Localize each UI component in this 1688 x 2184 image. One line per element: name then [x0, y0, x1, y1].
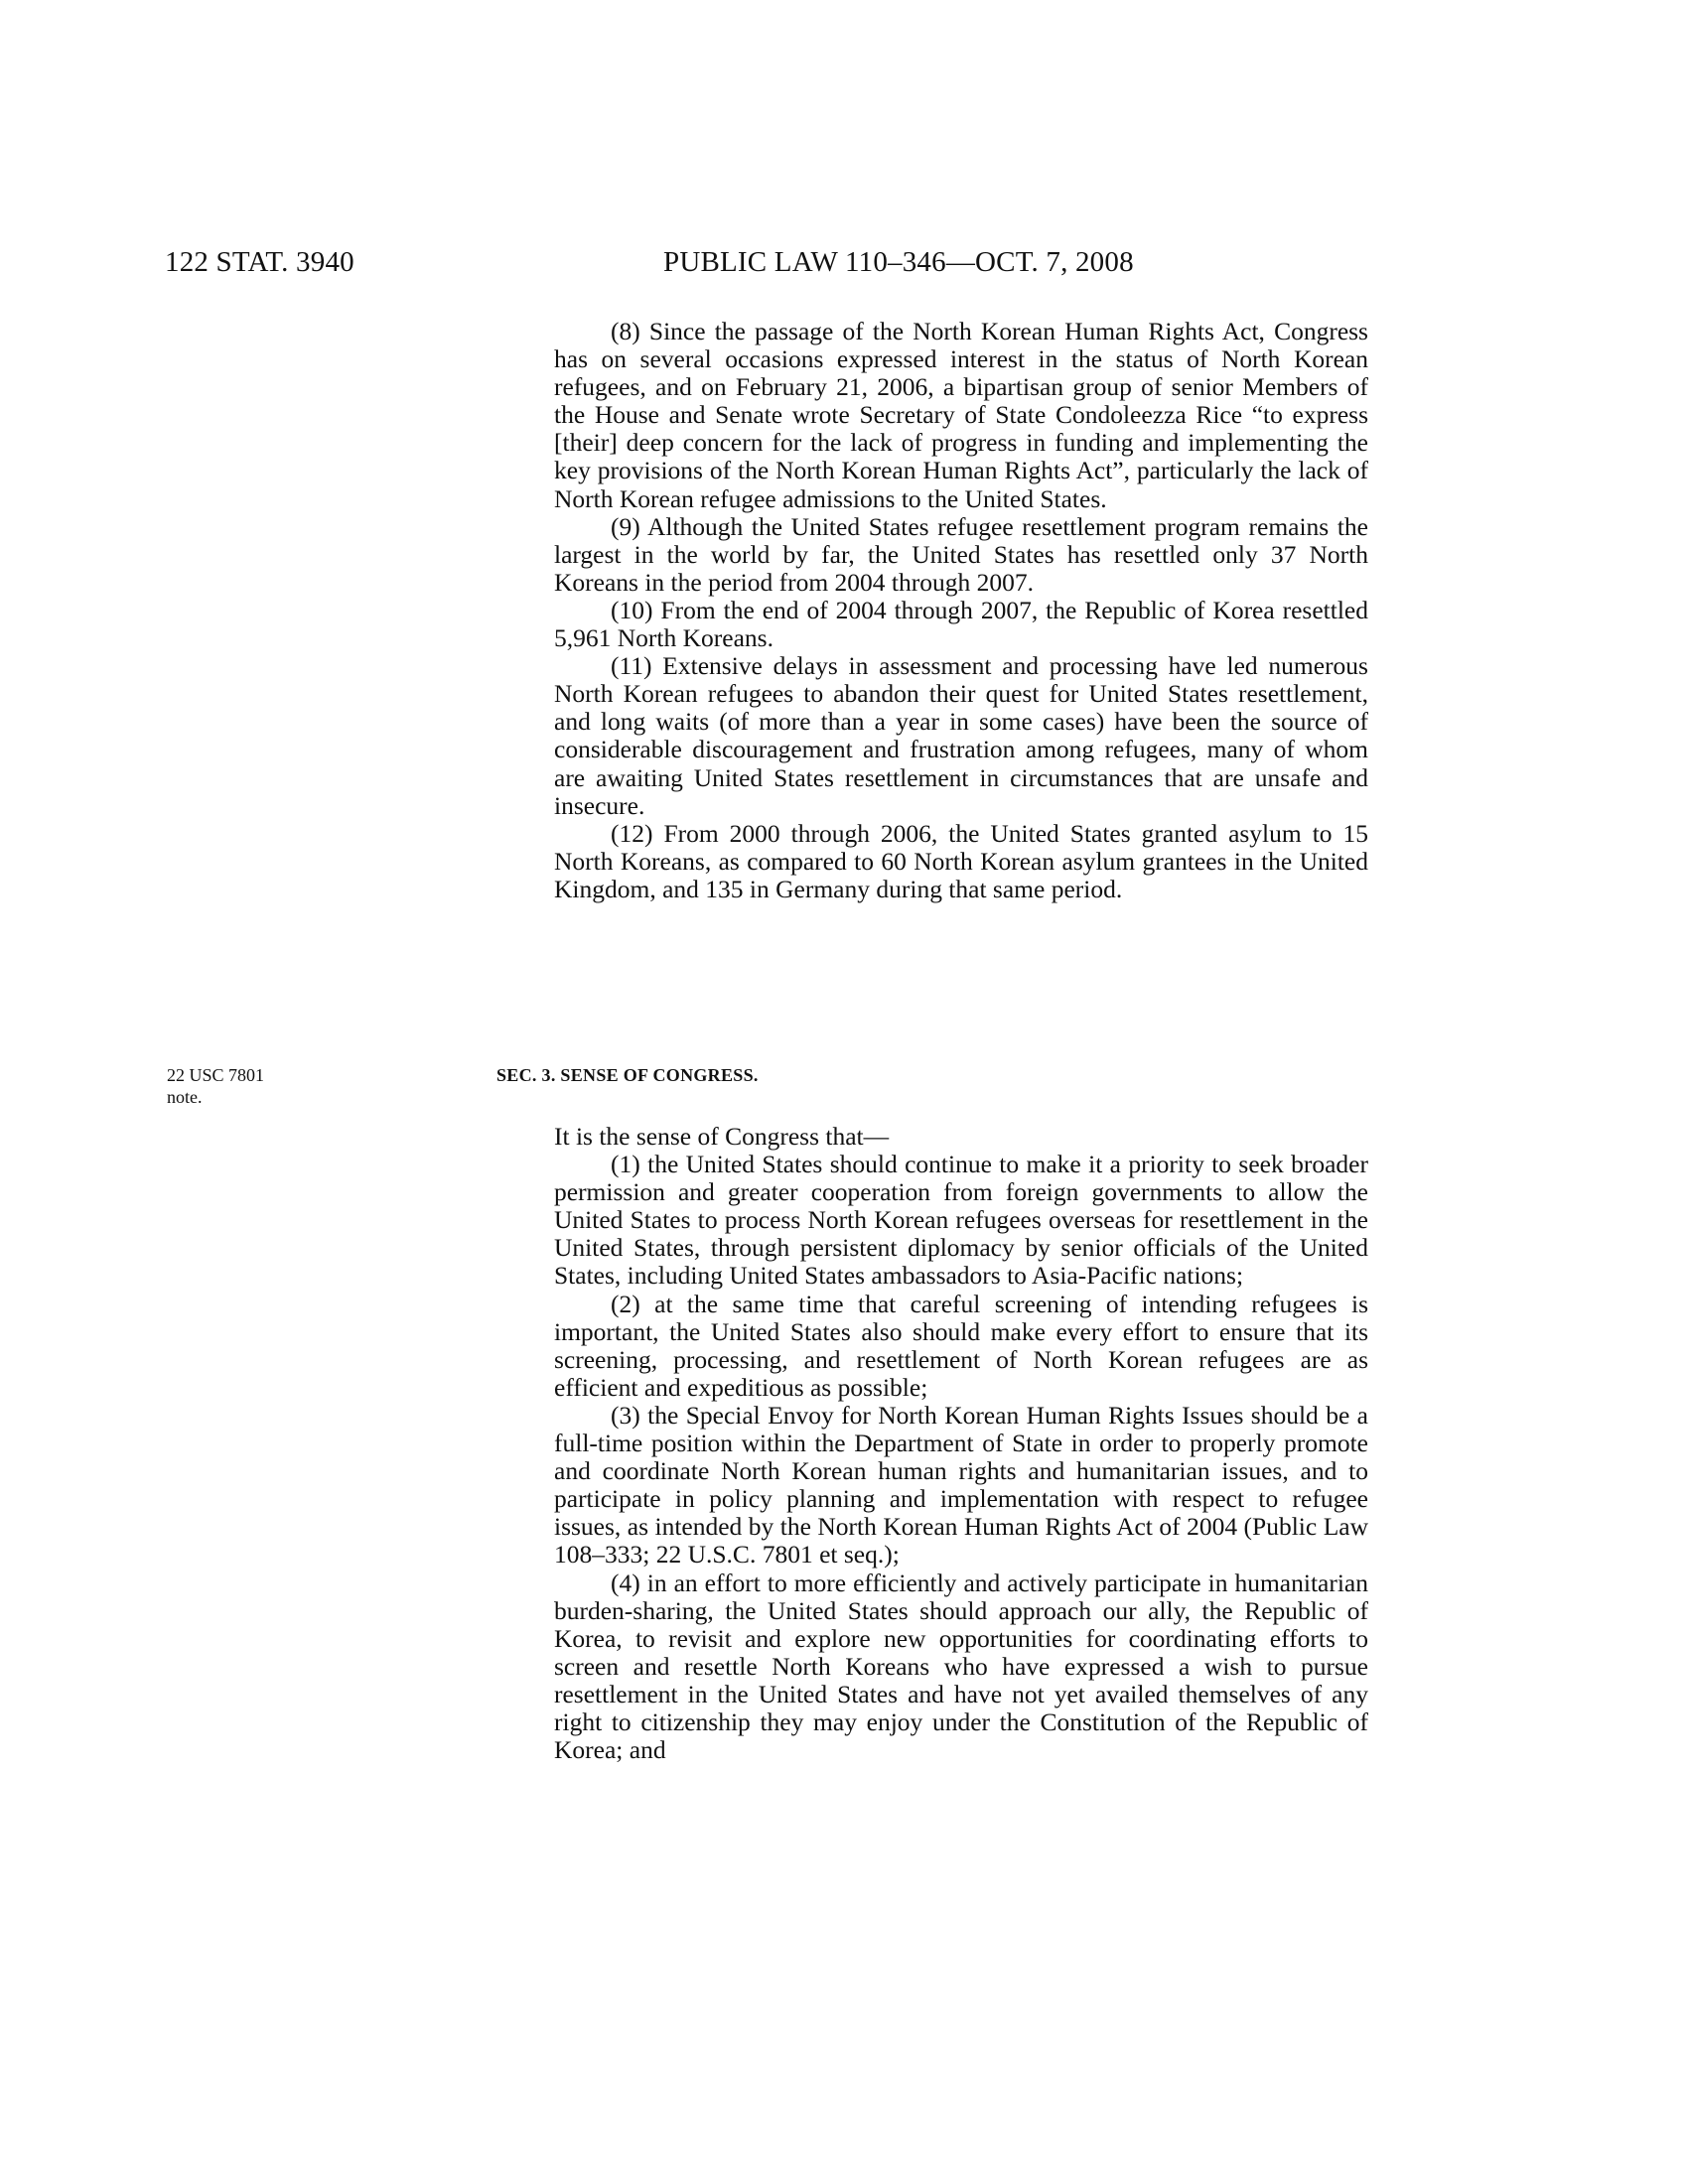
finding-paragraph: (10) From the end of 2004 through 2007, the Republic of Korea resettled 5,961 North Koreans.	[554, 595, 1368, 653]
finding-paragraph: (9) Although the United States refugee resettlement program remains the largest in the world by far, the United States has resettled only 37 North Koreans in the period from 2004 through 2007.	[554, 511, 1368, 597]
finding-paragraph: (11) Extensive delays in assessment and processing have led numerous North Korean refugees to abandon their quest for United States resettlement, and long waits (of more than a year in some cases) have been the source of considerable discouragement and frustration among refugees, many of whom are awaiting United States resettlement in circumstances that are unsafe and insecure.	[554, 651, 1368, 820]
margin-note-label: note.	[167, 1087, 203, 1107]
finding-paragraph: (8) Since the passage of the North Korean Human Rights Act, Congress has on several occasions expressed interest in the status of North Korean refugees, and on February 21, 2006, a bipartisan group of senior Members of the House and Senate wrote Secretary of State Condoleezza Rice “to express [their] deep concern for the lack of progress in funding and implementing the key provisions of the North Korean Human Rights Act”, particularly the lack of North Korean refugee admissions to the United States.	[554, 317, 1368, 513]
public-law-title: PUBLIC LAW 110–346—OCT. 7, 2008	[663, 246, 1134, 278]
margin-note-citation: 22 USC 7801	[167, 1065, 265, 1085]
section-heading: SEC. 3. SENSE OF CONGRESS.	[496, 1065, 759, 1085]
sense-of-congress-block	[554, 1123, 1368, 1764]
section-item: (1) the United States should continue to make it a priority to seek broader permission and greater cooperation from foreign governments to allow the United States to process North Korean refugees overseas for resettlement in the United States, through persistent diplomacy by senior officials of the United States, including United States ambassadors to Asia-Pacific nations;	[554, 1150, 1368, 1291]
section-item: (4) in an effort to more efficiently and actively participate in humanitarian burden-sharing, the United States should approach our ally, the Republic of Korea, to revisit and explore new opportunities for coordinating efforts to screen and resettle North Koreans who have expressed a wish to pursue resettlement in the United States and have not yet availed themselves of any right to citizenship they may enjoy under the Constitution of the Republic of Korea; and	[554, 1568, 1368, 1765]
page-header	[0, 246, 1688, 286]
section-item: (2) at the same time that careful screening of intending refugees is important, the United States also should make every effort to ensure that its screening, processing, and resettlement of North Korean refugees are as efficient and expeditious as possible;	[554, 1289, 1368, 1402]
section-intro: It is the sense of Congress that—	[554, 1122, 890, 1151]
section-item: (3) the Special Envoy for North Korean Human Rights Issues should be a full-time position within the Department of State in order to properly promote and coordinate North Korean human rights and humanitarian issues, and to participate in policy planning and implementation with respect to refugee issues, as intended by the North Korean Human Rights Act of 2004 (Public Law 108–333; 22 U.S.C. 7801 et seq.);	[554, 1400, 1368, 1570]
stat-page-number: 122 STAT. 3940	[165, 246, 354, 278]
finding-paragraph: (12) From 2000 through 2006, the United States granted asylum to 15 North Koreans, as compared to 60 North Korean asylum grantees in the United Kingdom, and 135 in Germany during that same period.	[554, 818, 1368, 903]
findings-block	[554, 318, 1368, 903]
usc-margin-note	[167, 1064, 306, 1108]
